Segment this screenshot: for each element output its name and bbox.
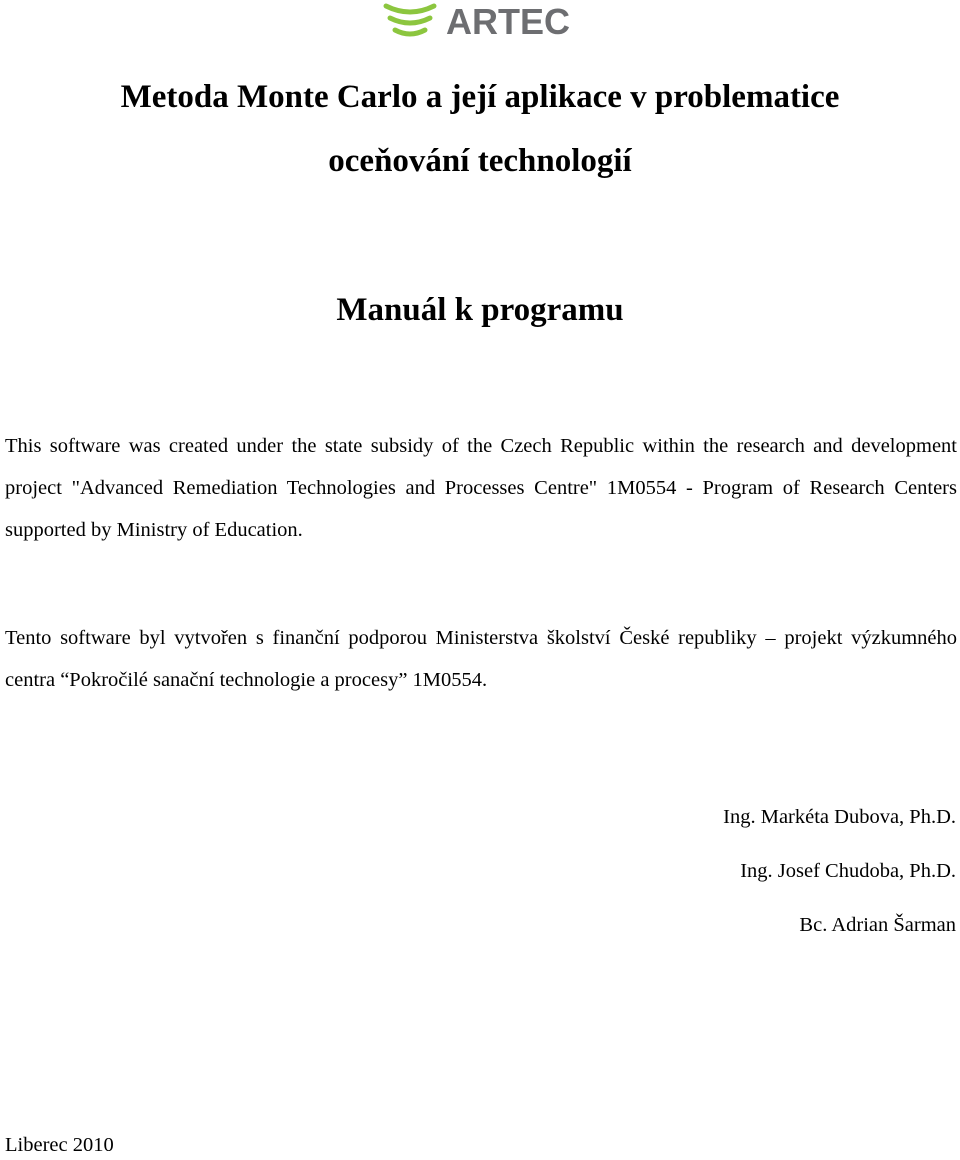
artec-logo-icon xyxy=(382,2,438,42)
document-title-line-1: Metoda Monte Carlo a její aplikace v problematice xyxy=(120,79,840,115)
document-subtitle: Manuál k programu xyxy=(336,292,624,328)
author-name: Ing. Markéta Dubova, Ph.D. xyxy=(723,806,956,828)
author-name: Bc. Adrian Šarman xyxy=(799,914,956,936)
author-name: Ing. Josef Chudoba, Ph.D. xyxy=(740,860,956,882)
author-list xyxy=(723,790,956,952)
logo-text: ARTEC xyxy=(446,1,570,42)
czech-acknowledgement: Tento software byl vytvořen s finanční podporou Ministerstva školství České republiky – projekt výzkumného centra “Pokročilé sanační technologie a procesy” 1M0554. xyxy=(5,627,957,691)
document-title-line-2: oceňování technologií xyxy=(328,143,632,179)
english-acknowledgement: This software was created under the state subsidy of the Czech Republic within the research and development project "Advanced Remediation Technologies and Processes Centre" 1M0554 - Program of Research Centers supported by Ministry of Education. xyxy=(5,435,957,541)
place-and-year: Liberec 2010 xyxy=(5,1134,114,1156)
artec-logo xyxy=(382,0,570,44)
